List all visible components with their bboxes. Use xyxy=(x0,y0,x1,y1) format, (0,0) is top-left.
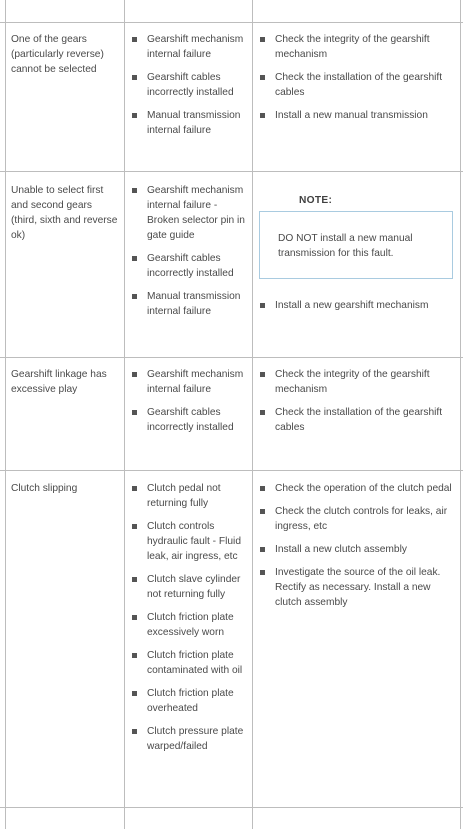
square-bullet-icon xyxy=(260,547,265,552)
square-bullet-icon xyxy=(132,294,137,299)
list-item: Manual transmission internal failure xyxy=(129,289,247,319)
action-cell xyxy=(257,32,457,123)
list-item: Clutch friction plate contaminated with oil xyxy=(129,648,247,678)
cause-list xyxy=(129,32,247,138)
note-text: DO NOT install a new manual transmission for this fault. xyxy=(278,233,413,259)
list-item: Check the integrity of the gearshift mechanism xyxy=(257,367,457,397)
symptom-cell xyxy=(11,481,119,496)
square-bullet-icon xyxy=(132,577,137,582)
square-bullet-icon xyxy=(260,486,265,491)
list-item: Gearshift mechanism internal failure - Broken selector pin in gate guide xyxy=(129,183,247,243)
row-divider-5 xyxy=(0,807,463,808)
list-item: Clutch pedal not returning fully xyxy=(129,481,247,511)
list-item: Gearshift cables incorrectly installed xyxy=(129,70,247,100)
square-bullet-icon xyxy=(132,256,137,261)
cause-cell xyxy=(129,481,247,754)
cause-cell xyxy=(129,183,247,319)
square-bullet-icon xyxy=(132,653,137,658)
symptom-text: Clutch slipping xyxy=(11,483,78,494)
square-bullet-icon xyxy=(260,113,265,118)
list-item: Gearshift cables incorrectly installed xyxy=(129,251,247,281)
action-list xyxy=(257,481,457,610)
square-bullet-icon xyxy=(260,410,265,415)
symptom-cell xyxy=(11,367,119,397)
column-divider-2 xyxy=(252,0,253,829)
list-item: Check the installation of the gearshift cables xyxy=(257,405,457,435)
action-cell xyxy=(257,481,457,610)
cause-cell xyxy=(129,367,247,435)
cause-list xyxy=(129,367,247,435)
square-bullet-icon xyxy=(132,486,137,491)
list-item: Check the clutch controls for leaks, air ingress, etc xyxy=(257,504,457,534)
list-item: Gearshift mechanism internal failure xyxy=(129,367,247,397)
list-item: Check the installation of the gearshift cables xyxy=(257,70,457,100)
list-item: Gearshift cables incorrectly installed xyxy=(129,405,247,435)
cause-list xyxy=(129,481,247,754)
row-divider-3 xyxy=(0,357,463,358)
square-bullet-icon xyxy=(260,570,265,575)
action-cell xyxy=(257,367,457,435)
list-item: Check the integrity of the gearshift mechanism xyxy=(257,32,457,62)
cause-list xyxy=(129,183,247,319)
list-item: Clutch controls hydraulic fault - Fluid leak, air ingress, etc xyxy=(129,519,247,564)
square-bullet-icon xyxy=(132,188,137,193)
action-list xyxy=(257,367,457,435)
column-divider-right xyxy=(460,0,461,829)
list-item: Install a new clutch assembly xyxy=(257,542,457,557)
row-divider-4 xyxy=(0,470,463,471)
square-bullet-icon xyxy=(132,410,137,415)
list-item: Clutch friction plate excessively worn xyxy=(129,610,247,640)
list-item: Investigate the source of the oil leak. Rectify as necessary. Install a new clutch assembly xyxy=(257,565,457,610)
row-divider-2 xyxy=(0,171,463,172)
symptom-text: One of the gears (particularly reverse) cannot be selected xyxy=(11,34,104,75)
symptom-text: Unable to select first and second gears (third, sixth and reverse ok) xyxy=(11,185,118,241)
square-bullet-icon xyxy=(132,729,137,734)
cause-cell xyxy=(129,32,247,138)
column-divider-left xyxy=(5,0,6,829)
column-divider-1 xyxy=(124,0,125,829)
square-bullet-icon xyxy=(132,75,137,80)
square-bullet-icon xyxy=(260,75,265,80)
symptom-cell xyxy=(11,32,119,77)
row-divider-1 xyxy=(0,22,463,23)
square-bullet-icon xyxy=(132,691,137,696)
square-bullet-icon xyxy=(132,37,137,42)
list-item: Install a new manual transmission xyxy=(257,108,457,123)
list-item: Manual transmission internal failure xyxy=(129,108,247,138)
symptom-cell xyxy=(11,183,119,243)
square-bullet-icon xyxy=(260,509,265,514)
list-item: Check the operation of the clutch pedal xyxy=(257,481,457,496)
action-cell xyxy=(257,298,457,313)
list-item: Clutch slave cylinder not returning fully xyxy=(129,572,247,602)
square-bullet-icon xyxy=(132,372,137,377)
square-bullet-icon xyxy=(260,372,265,377)
square-bullet-icon xyxy=(260,303,265,308)
action-list xyxy=(257,298,457,313)
list-item: Clutch friction plate overheated xyxy=(129,686,247,716)
square-bullet-icon xyxy=(132,113,137,118)
list-item: Install a new gearshift mechanism xyxy=(257,298,457,313)
square-bullet-icon xyxy=(132,524,137,529)
square-bullet-icon xyxy=(260,37,265,42)
action-list xyxy=(257,32,457,123)
list-item: Clutch pressure plate warped/failed xyxy=(129,724,247,754)
symptom-text: Gearshift linkage has excessive play xyxy=(11,369,107,395)
list-item: Gearshift mechanism internal failure xyxy=(129,32,247,62)
square-bullet-icon xyxy=(132,615,137,620)
note-title: NOTE: xyxy=(299,195,333,206)
